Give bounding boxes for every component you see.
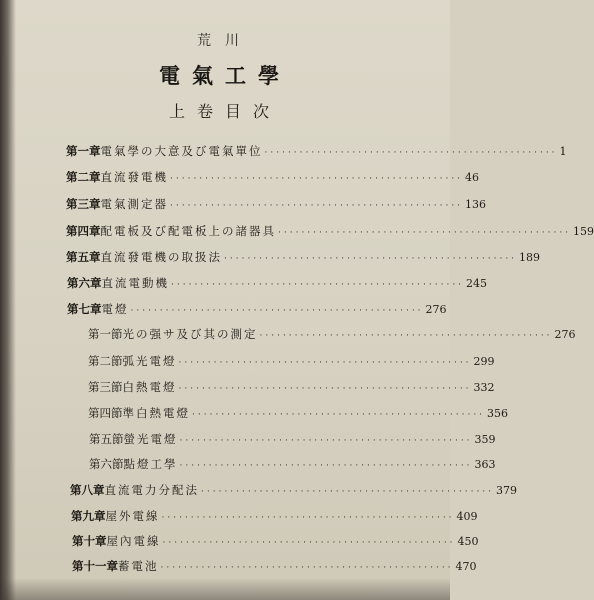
entry-label: 第二節: [88, 354, 123, 368]
book-title: 電氣工學: [159, 63, 291, 88]
entry-title: 配電板及び配電板上の諸器具: [100, 224, 276, 238]
toc-subentry: [88, 326, 576, 346]
entry-page: 276: [554, 328, 576, 341]
entry-label: 第六節: [89, 457, 124, 471]
entry-page: 332: [473, 381, 495, 394]
entry-title: 屋內電線: [106, 534, 161, 548]
leader-dots: ··················································: [178, 358, 472, 368]
toc-entry: [71, 508, 478, 528]
entry-page: 450: [457, 535, 479, 548]
leader-dots: ··················································: [264, 148, 558, 158]
entry-label: 第三章: [66, 197, 101, 211]
entry-label: 第三節: [88, 380, 123, 394]
entry-label: 第一節: [88, 327, 123, 341]
toc-subentry: [89, 456, 496, 476]
toc-entry: [66, 223, 594, 243]
leader-dots: ··················································: [179, 461, 473, 471]
leader-dots: ··················································: [278, 228, 572, 238]
toc-subentry: [89, 431, 496, 451]
leader-dots: ··················································: [178, 384, 472, 394]
entry-label: 第七章: [67, 302, 102, 316]
entry-label: 第六章: [67, 276, 102, 290]
entry-page: 1: [559, 145, 567, 158]
entry-page: 159: [573, 225, 594, 238]
entry-page: 46: [465, 171, 480, 184]
leader-dots: ··················································: [170, 174, 464, 184]
entry-page: 409: [456, 510, 478, 523]
entry-page: 363: [474, 458, 496, 471]
leader-dots: ··················································: [192, 410, 486, 420]
toc-subentry: [88, 405, 509, 425]
entry-title: 電燈: [101, 302, 129, 316]
entry-title: 準白熱電燈: [122, 406, 190, 420]
leader-dots: ··················································: [160, 563, 454, 573]
entry-title: 弧光電燈: [122, 354, 177, 368]
entry-title: 屋外電線: [105, 509, 160, 523]
entry-label: 第八章: [70, 483, 105, 497]
toc-entry: [67, 275, 488, 295]
leader-dots: ··················································: [162, 538, 456, 548]
entry-label: 第二章: [66, 170, 101, 184]
entry-page: 356: [487, 407, 509, 420]
entry-label: 第四章: [66, 224, 101, 238]
entry-title: 螢光電燈: [123, 432, 178, 446]
entry-title: 直流發電機の取扱法: [100, 250, 222, 264]
toc-entry: [72, 558, 477, 578]
toc-entry: [66, 143, 567, 163]
entry-label: 第五章: [66, 250, 101, 264]
entry-page: 359: [474, 433, 496, 446]
leader-dots: ··················································: [171, 280, 465, 290]
leader-dots: ··················································: [259, 331, 553, 341]
toc-entry: [66, 196, 487, 216]
entry-page: 276: [425, 303, 447, 316]
toc-entry: [72, 533, 479, 553]
leader-dots: ··················································: [179, 436, 473, 446]
entry-label: 第一章: [66, 144, 101, 158]
entry-title: 直流電動機: [101, 276, 169, 290]
entry-label: 第十一章: [72, 559, 118, 573]
toc-entry: [67, 301, 447, 321]
entry-page: 136: [465, 198, 487, 211]
entry-page: 379: [496, 484, 518, 497]
toc-entry: [70, 482, 518, 502]
leader-dots: ··················································: [224, 254, 518, 264]
entry-page: 470: [455, 560, 477, 573]
leader-dots: ··················································: [161, 513, 455, 523]
entry-title: 點燈工學: [123, 457, 178, 471]
toc-entry: [66, 249, 541, 269]
entry-title: 光の强サ及び其の測定: [122, 327, 258, 341]
entry-page: 245: [466, 277, 488, 290]
entry-page: 299: [473, 355, 495, 368]
entry-label: 第十章: [72, 534, 107, 548]
toc-heading: 上卷目次: [168, 102, 281, 121]
entry-title: 蓄電池: [118, 559, 159, 573]
entry-title: 直流電力分配法: [104, 483, 199, 497]
toc-subentry: [88, 379, 495, 399]
entry-title: 電氣學の大意及び電氣單位: [100, 144, 263, 158]
entry-label: 第四節: [88, 406, 123, 420]
leader-dots: ··················································: [201, 487, 495, 497]
entry-title: 直流發電機: [100, 170, 168, 184]
entry-title: 電氣測定器: [100, 197, 168, 211]
leader-dots: ··················································: [170, 201, 464, 211]
toc-entry: [66, 169, 480, 189]
entry-label: 第五節: [89, 432, 124, 446]
leader-dots: ··················································: [130, 306, 424, 316]
entry-title: 白熱電燈: [122, 380, 177, 394]
toc-subentry: [88, 353, 495, 373]
author-name: 荒川: [197, 33, 253, 49]
entry-label: 第九章: [71, 509, 106, 523]
entry-page: 189: [519, 251, 541, 264]
